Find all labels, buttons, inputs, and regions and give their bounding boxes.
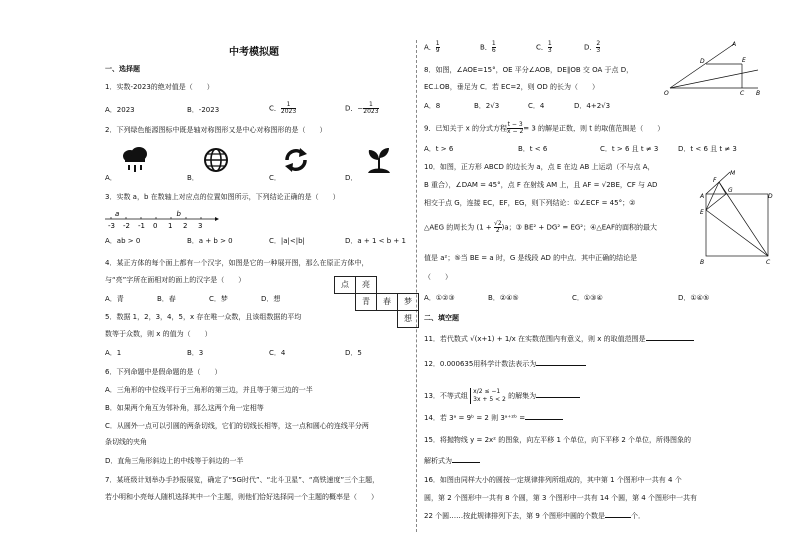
globe-icon — [203, 147, 229, 173]
q10-option-b: B．②④⑤ — [488, 294, 519, 302]
label-a: A — [732, 41, 737, 48]
axis-tick-label: 2 — [183, 222, 188, 230]
cloud-rain-icon — [121, 146, 151, 176]
label-m: M — [730, 170, 736, 177]
q3-option-c: C．|a|<|b| — [269, 237, 305, 245]
q7-stem: 7．某班级计划举办手抄报展览，确定了“5G时代”、“北斗卫星”、“高铁速度”三个主题， — [105, 476, 380, 484]
label-c: C — [740, 90, 745, 97]
column-divider — [416, 40, 417, 532]
q5-option-b: B．3 — [187, 349, 204, 357]
q5-option-c: C．4 — [269, 349, 286, 357]
q15: 15．将抛物线 y = 2x² 的图象，向左平移 1 个单位，向下平移 2 个单位，所得图象的 — [424, 436, 692, 444]
q4-option-a: A．青 — [105, 295, 124, 303]
q10-line-1: 10．如图，正方形 ABCD 的边长为 a，点 E 在边 AB 上运动（不与点 A， — [424, 163, 655, 171]
q8-option-a: A．8 — [424, 102, 441, 110]
q16-cont: 圆，第 2 个图形中一共有 8 个圆，第 3 个图形中一共有 14 个圆，第 4 个图形中一共有 — [424, 494, 697, 502]
axis-arrow — [215, 217, 219, 221]
q3-option-b: B．a + b > 0 — [187, 237, 233, 245]
label-e: E — [700, 209, 704, 216]
label-b: B — [700, 259, 705, 266]
q16-cont-2: 22 个圆……按此规律排列下去，第 9 个图形中圆的个数是 个． — [424, 512, 646, 520]
axis-tick-label: 0 — [153, 222, 158, 230]
label-o: O — [664, 90, 669, 97]
q7-option-d: D． $\frac{2}{3}$ — [584, 40, 601, 54]
q1-option-b: B．-2023 — [187, 106, 220, 114]
net-cell: 想 — [397, 310, 419, 328]
axis-tick-label: -1 — [138, 222, 145, 230]
q10-option-d: D．①④⑤ — [678, 294, 710, 302]
q10-line-4: △AEG 的周长为 (1 + $\frac{√2}{2}$ )a；③ BE² + DG² = EG²；④△EAF的面积的最大 — [424, 220, 657, 234]
q2-option-d: D． — [345, 174, 358, 182]
q8-stem: 8．如图，∠AOE=15°，OE 平分∠AOB，DE∥OB 交 OA 于点 D， — [424, 66, 634, 74]
q10-line-2: B 重合），∠DAM = 45°，点 F 在射线 AM 上，且 AF = √2BE，CF 与 AD — [424, 181, 658, 189]
q2-option-b: B． — [187, 174, 199, 182]
q8-option-c: C．4 — [528, 102, 545, 110]
left-column — [105, 0, 410, 560]
q4-option-b: B．春 — [157, 295, 176, 303]
right-column — [424, 0, 776, 560]
label-c: C — [766, 259, 771, 266]
q10-option-a: A．①②③ — [424, 294, 455, 302]
q10-line-6: （ ） — [424, 273, 452, 281]
q6-stem: 6．下列命题中是假命题的是（ ） — [105, 368, 222, 376]
q3-option-a: A．ab > 0 — [105, 237, 141, 245]
net-cell: 梦 — [397, 293, 419, 311]
q10-line-3: 相交于点 G，连接 EC，EF，EG，则下列结论：①∠ECF = 45°；② — [424, 199, 636, 207]
q3-stem: 3．实数 a，b 在数轴上对应点的位置如图所示，下列结论正确的是（ ） — [105, 193, 340, 201]
label-f: F — [713, 177, 717, 184]
square-figure — [700, 170, 774, 266]
q9-option-b: B．t < 6 — [518, 145, 548, 153]
q14: 14．若 3ᵃ = 9ᵇ = 2 则 3ᵃ⁺²ᵇ = — [424, 414, 563, 423]
q4-stem-2: 与“亮”字所在面相对的面上的汉字是（ ） — [105, 276, 246, 284]
q5-stem: 5．数据 1，2，3，4，5，x 存在唯一众数，且该组数据的平均 — [105, 313, 302, 321]
point-label: b — [176, 210, 181, 218]
label-a: A — [700, 193, 705, 200]
q12: 12．0.000635用科学计数法表示为 — [424, 360, 586, 369]
section-choice: 一、选择题 — [105, 65, 140, 73]
axis-tick-label: -3 — [108, 222, 115, 230]
q10-option-c: C．①③④ — [572, 294, 603, 302]
q16: 16．如图由同样大小的圆按一定规律排列所组成的，其中第 1 个图形中一共有 4 个 — [424, 476, 682, 484]
q9-option-c: C．t > 6 且 t ≠ 3 — [600, 145, 659, 153]
net-cell: 亮 — [355, 276, 377, 294]
q4-stem: 4．某正方体的每个面上都有一个汉字，如图是它的一种展开图，那么在原正方体中， — [105, 259, 369, 267]
q2-stem: 2．下列绿色能源图标中既是轴对称图形又是中心对称图形的是（ ） — [105, 126, 327, 134]
net-cell: 青 — [355, 293, 377, 311]
q7-stem-2: 若小明和小亮每人随机选择其中一个主题，则他们恰好选择同一个主题的概率是（ ） — [105, 493, 378, 501]
point-label: a — [115, 210, 120, 218]
q10-line-5: 值是 a²；⑤当 BE = a 时，G 是线段 AD 的中点．其中正确的结论是 — [424, 254, 638, 262]
q1-option-c: C． $\frac{1}{2023}$ — [269, 101, 297, 115]
q15-cont: 解析式为 — [424, 457, 480, 466]
q11: 11．若代数式 √(x+1) + 1/x 在实数范围内有意义，则 x 的取值范围是 — [424, 335, 694, 344]
label-d: D — [768, 193, 773, 200]
recycle-arrows-icon — [283, 147, 309, 173]
q8-option-b: B．2√3 — [474, 102, 500, 110]
section-fill: 二、填空题 — [424, 314, 459, 322]
q1-option-d: D．− $\frac{1}{2023}$ — [345, 101, 379, 115]
sprout-icon — [365, 146, 393, 174]
q6-option-a: A．三角形的中位线平行于三角形的第三边，并且等于第三边的一半 — [105, 386, 313, 394]
q13: 13．不等式组 x/2 ≤ −1 3x + 5 < 2 的解集为 — [424, 388, 580, 404]
q5-stem-2: 数等于众数，则 x 的值为（ ） — [105, 330, 212, 338]
q6-option-d: D．直角三角形斜边上的中线等于斜边的一半 — [105, 457, 244, 465]
net-cell: 春 — [376, 293, 398, 311]
q6-option-c-cont: 条切线的夹角 — [105, 438, 147, 446]
q2-option-c: C． — [269, 174, 281, 182]
q9-stem: 9．已知关于 x 的分式方程 $\frac{t - 3}{x - 2}$ = 3 的解是正数，则 t 的取值范围是（ ） — [424, 121, 665, 135]
q3-option-d: D．a + 1 < b + 1 — [345, 237, 406, 245]
q6-option-c: C．从圆外一点可以引圆的两条切线，它们的切线长相等，这一点和圆心的连线平分两 — [105, 422, 369, 430]
label-g: G — [728, 187, 733, 194]
q7-option-b: B． $\frac{1}{6}$ — [480, 40, 496, 54]
label-b: B — [756, 90, 761, 97]
q1-stem: 1．实数-2023的绝对值是（ ） — [105, 83, 214, 91]
q9-option-a: A．t > 6 — [424, 145, 454, 153]
q9-option-d: D．t < 6 且 t ≠ 3 — [678, 145, 737, 153]
q5-option-a: A．1 — [105, 349, 122, 357]
q8-option-d: D．4+2√3 — [574, 102, 611, 110]
q7-option-a: A． $\frac{1}{9}$ — [424, 40, 440, 54]
axis-tick-label: 1 — [168, 222, 173, 230]
page-title: 中考模拟题 — [229, 47, 279, 58]
q6-option-b: B．如果两个角互为邻补角，那么这两个角一定相等 — [105, 404, 264, 412]
q4-option-c: C．梦 — [209, 295, 228, 303]
axis-tick-label: -2 — [123, 222, 130, 230]
axis-tick-label: 3 — [198, 222, 203, 230]
net-cell: 点 — [334, 276, 356, 294]
label-e: E — [742, 57, 746, 64]
number-line — [105, 206, 235, 232]
q4-option-d: D．想 — [261, 295, 281, 303]
q1-option-a: A．2023 — [105, 106, 135, 114]
q2-option-a: A． — [105, 174, 117, 182]
angle-figure — [664, 40, 768, 97]
q7-option-c: C． $\frac{1}{3}$ — [536, 40, 552, 54]
q5-option-d: D．5 — [345, 349, 362, 357]
q8-stem-2: EC⊥OB，垂足为 C．若 EC=2，则 OD 的长为（ ） — [424, 83, 600, 91]
label-d: D — [700, 58, 705, 65]
